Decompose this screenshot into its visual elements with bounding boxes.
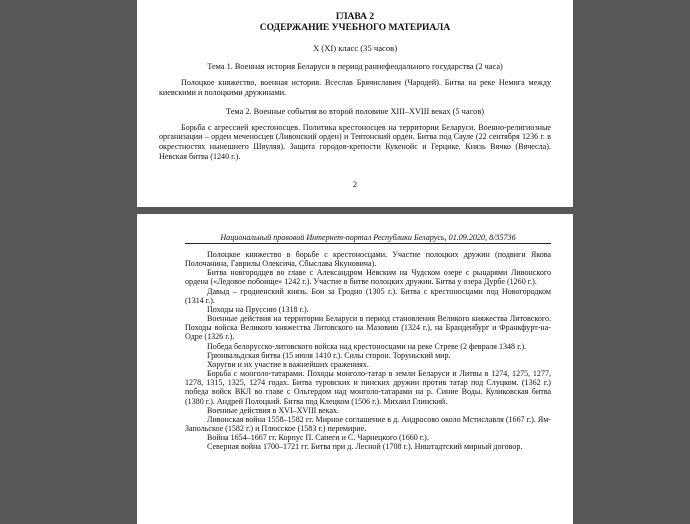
paragraph: Давыд – гродненский князь. Бои за Гродно (1305 г.). Битва с крестоносцами под Новогородком (1314 г.). — [185, 286, 551, 305]
paragraph: Борьба с монголо-татарами. Походы монголо-татар в земли Беларуси и Литвы в 1274, 1275, 1277, 1278, 1315, 1325, 1274 годах. Битва туровских и пинских дружин против татар под Слуцком. (1362 г.) победа войск ВКЛ во главе с Ольгердом над монголо-татарами на р. Синие Воды. Куликовская битва (1380 г.). Андрей Полоцкий. Битва под Клецком (1506 г.). Михаил Глинский. — [185, 369, 551, 406]
paragraph: Хоругви и их участие в важнейших сражениях. — [207, 359, 369, 369]
paragraph: Военные действия на территории Беларуси в период становления Великого княжества Литовского. Походы войска Великого княжества Литовского на Мазовию (1324 г.), на Бранденбург и Франкфурт-на-Одре (1326 г.). — [185, 314, 551, 342]
grade-heading: X (XI) класс (35 часов) — [312, 43, 398, 53]
chapter-title: СОДЕРЖАНИЕ УЧЕБНОГО МАТЕРИАЛА — [259, 22, 451, 33]
portal-header: Национальный правовой Интернет-портал Республики Беларусь, 01.09.2020, 8/35736 — [185, 233, 551, 244]
document-page-1 — [137, 0, 573, 207]
paragraph: Походы на Пруссию (1318 г.). — [207, 304, 309, 314]
chapter-number: ГЛАВА 2 — [335, 12, 375, 22]
document-page-2 — [137, 214, 573, 524]
paragraph: Война 1654–1667 гг. Корпус П. Сапеги и С. Чарнецкого (1660 г.). — [207, 433, 429, 443]
page-2-body — [185, 250, 551, 451]
topic-1-title: Тема 1. Военная история Беларуси в период раннефеодального государства (2 часа) — [207, 62, 503, 71]
paragraph: Битва новгородцев во главе с Александром Невским на Чудском озере с рыцарями Ливонского ордена («Ледовое побоище» 1242 г.). Участие в битве полоцких дружин. Битва у озера Дурбе (1260 г.). — [185, 268, 551, 287]
topic-2-title: Тема 2. Военные события во второй половине XIII–XVIII веках (5 часов) — [225, 106, 485, 116]
paragraph: Военные действия в XVI–XVIII веках. — [207, 405, 340, 415]
paragraph: Грюнвальдская битва (15 июля 1410 г.). Силы сторон. Торуньский мир. — [207, 350, 451, 360]
chapter-heading — [159, 12, 551, 33]
page-number: 2 — [352, 179, 358, 189]
paragraph: Северная война 1700–1721 гг. Битва при д. Лесной (1708 г.). Ништадтский мирный договор. — [207, 442, 523, 452]
paragraph: Победа белорусско-литовского войска над крестоносцами на реке Стреве (2 февраля 1348 г.). — [207, 341, 527, 351]
topic-2-text: Борьба с агрессией крестоносцев. Политика крестоносцев на территории Беларуси. Военно-религиозные организации – орден меченосцев (Ливонский орден) и Тевтонский орден. Битва под Сауле (22 сентября 1236 г. в окрестностях нынешнего Шяуляя). Защита городов-крепости Кукенойс и Герцике. Князь Вячко (Вячесла). Невская битва (1240 г.). — [159, 122, 551, 161]
paragraph: Ливонская война 1558–1582 гг. Мирное соглашение в д. Андросово около Мстиславля (1667 г.). Ям-Запольское (1582 г.) и Плюсское (1583 г.) перемирие. — [185, 414, 551, 433]
paragraph: Полоцкое княжество в борьбе с крестоносцами. Участие полоцких дружин (подвиги Якова Полочанина, Гаврилы Олексича, Сбыслава Якуновича). — [185, 250, 551, 269]
topic-1-text: Полоцкое княжество, военная история. Всеслав Брячиславич (Чародей). Битва на реке Немига между киевскими и полоцкими дружинами. — [159, 78, 551, 97]
